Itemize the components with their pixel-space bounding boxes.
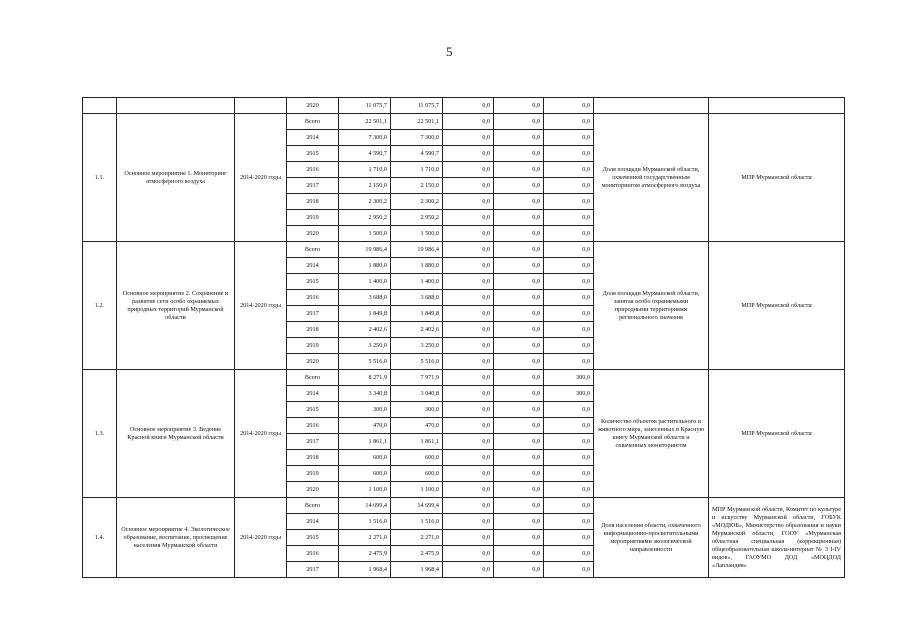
value-cell: 300,0 xyxy=(544,386,594,402)
value-cell: 1 861,1 xyxy=(391,434,443,450)
value-cell: 2 402,6 xyxy=(339,322,391,338)
value-cell: 0,0 xyxy=(544,402,594,418)
value-cell: 0,0 xyxy=(494,546,544,562)
value-cell: 0,0 xyxy=(544,162,594,178)
value-cell: 1 849,8 xyxy=(339,306,391,322)
year-cell: 2019 xyxy=(287,338,339,354)
year-cell: 2015 xyxy=(287,530,339,546)
value-cell: 0,0 xyxy=(443,530,494,546)
section-period: 2014-2020 годы xyxy=(235,242,287,370)
value-cell: 5 516,0 xyxy=(391,354,443,370)
value-cell: 0,0 xyxy=(544,98,594,114)
value-cell: 0,0 xyxy=(544,418,594,434)
value-cell: 0,0 xyxy=(443,130,494,146)
value-cell: 0,0 xyxy=(494,338,544,354)
value-cell: 0,0 xyxy=(494,322,544,338)
value-cell: 470,0 xyxy=(391,418,443,434)
year-cell: 2019 xyxy=(287,466,339,482)
year-cell: 2018 xyxy=(287,322,339,338)
value-cell: 600,0 xyxy=(339,450,391,466)
value-cell: 0,0 xyxy=(443,498,494,514)
section-executor: МПР Мурманской области xyxy=(709,370,845,498)
value-cell: 0,0 xyxy=(443,306,494,322)
value-cell: 0,0 xyxy=(494,466,544,482)
value-cell: 0,0 xyxy=(494,482,544,498)
value-cell: 1 880,0 xyxy=(339,258,391,274)
value-cell: 0,0 xyxy=(544,194,594,210)
value-cell: 0,0 xyxy=(443,258,494,274)
table-row xyxy=(83,498,845,514)
value-cell: 0,0 xyxy=(443,274,494,290)
section-number: 1.3. xyxy=(83,370,117,498)
value-cell: 1 710,0 xyxy=(339,162,391,178)
value-cell: 0,0 xyxy=(544,546,594,562)
year-cell: Всего xyxy=(287,370,339,386)
num-cell xyxy=(83,98,117,114)
value-cell: 1 400,0 xyxy=(339,274,391,290)
value-cell: 0,0 xyxy=(443,562,494,578)
year-cell: 2017 xyxy=(287,306,339,322)
value-cell: 1 849,8 xyxy=(391,306,443,322)
year-cell: 2020 xyxy=(287,482,339,498)
value-cell: 2 271,0 xyxy=(339,530,391,546)
value-cell: 0,0 xyxy=(494,178,544,194)
value-cell: 1 880,0 xyxy=(391,258,443,274)
value-cell: 0,0 xyxy=(544,210,594,226)
value-cell: 600,0 xyxy=(339,466,391,482)
value-cell: 0,0 xyxy=(544,290,594,306)
value-cell: 0,0 xyxy=(494,498,544,514)
value-cell: 0,0 xyxy=(544,306,594,322)
section-period: 2014-2020 годы xyxy=(235,370,287,498)
value-cell: 2 402,6 xyxy=(391,322,443,338)
year-cell: 2020 xyxy=(287,354,339,370)
value-cell: 0,0 xyxy=(443,242,494,258)
section-indicator: Доля населения области, охваченного информационно-просветительными мероприятиями экологической направленности xyxy=(594,498,709,578)
value-cell: 0,0 xyxy=(494,562,544,578)
year-cell: 2018 xyxy=(287,194,339,210)
value-cell: 0,0 xyxy=(443,146,494,162)
value-cell: 0,0 xyxy=(494,370,544,386)
value-cell: 3 250,0 xyxy=(339,338,391,354)
value-cell: 3 340,8 xyxy=(339,386,391,402)
value-cell: 0,0 xyxy=(494,146,544,162)
value-cell: 1 500,0 xyxy=(391,226,443,242)
value-cell: 300,0 xyxy=(391,402,443,418)
value-cell: 19 986,4 xyxy=(391,242,443,258)
table-row xyxy=(83,370,845,386)
value-cell: 0,0 xyxy=(443,322,494,338)
section-number: 1.4. xyxy=(83,498,117,578)
section-title: Основное мероприятие 3. Ведение Красной книги Мурманской области xyxy=(117,370,235,498)
value-cell: 470,0 xyxy=(339,418,391,434)
value-cell: 1 516,0 xyxy=(339,514,391,530)
value-cell: 0,0 xyxy=(443,354,494,370)
value-cell: 5 516,0 xyxy=(339,354,391,370)
value-cell: 7 300,0 xyxy=(391,130,443,146)
value-cell: 1 968,4 xyxy=(391,562,443,578)
value-cell: 0,0 xyxy=(494,210,544,226)
value-cell: 0,0 xyxy=(443,370,494,386)
value-cell: 22 501,1 xyxy=(339,114,391,130)
value-cell: 1 516,0 xyxy=(391,514,443,530)
year-cell: 2016 xyxy=(287,546,339,562)
value-cell: 0,0 xyxy=(544,274,594,290)
year-cell: 2016 xyxy=(287,290,339,306)
value-cell: 0,0 xyxy=(443,194,494,210)
year-cell: 2017 xyxy=(287,562,339,578)
value-cell: 0,0 xyxy=(494,514,544,530)
section-title: Основное мероприятие 1. Мониторинг атмосферного воздуха xyxy=(117,114,235,242)
value-cell: 2 950,2 xyxy=(339,210,391,226)
value-cell: 0,0 xyxy=(443,290,494,306)
value-cell: 600,0 xyxy=(391,466,443,482)
value-cell: 0,0 xyxy=(443,114,494,130)
value-cell: 1 400,0 xyxy=(391,274,443,290)
value-cell: 0,0 xyxy=(544,178,594,194)
value-cell: 0,0 xyxy=(544,146,594,162)
value-cell: 300,0 xyxy=(339,402,391,418)
value-cell: 14 699,4 xyxy=(339,498,391,514)
section-period: 2014-2020 годы xyxy=(235,114,287,242)
value-cell: 0,0 xyxy=(494,98,544,114)
value-cell: 0,0 xyxy=(443,450,494,466)
section-indicator: Доля площади Мурманской области, занятая особо охраняемыми природными территориями регионального значения xyxy=(594,242,709,370)
value-cell: 1 861,1 xyxy=(339,434,391,450)
value-cell: 0,0 xyxy=(494,130,544,146)
value-cell: 0,0 xyxy=(443,178,494,194)
value-cell: 3 688,0 xyxy=(391,290,443,306)
value-cell: 0,0 xyxy=(494,258,544,274)
value-cell: 0,0 xyxy=(544,530,594,546)
period-cell xyxy=(235,98,287,114)
value-cell: 2 150,0 xyxy=(339,178,391,194)
value-cell: 2 475,9 xyxy=(339,546,391,562)
year-cell: 2020 xyxy=(287,98,339,114)
value-cell: 0,0 xyxy=(443,466,494,482)
section-number: 1.2. xyxy=(83,242,117,370)
value-cell: 3 688,0 xyxy=(339,290,391,306)
year-cell: 2018 xyxy=(287,450,339,466)
section-title: Основное мероприятие 2. Сохранение и развитие сети особо охраняемых природных территорий Мурманской области xyxy=(117,242,235,370)
value-cell: 19 986,4 xyxy=(339,242,391,258)
value-cell: 0,0 xyxy=(544,226,594,242)
section-indicator: Количество объектов растительного и животного мира, занесенных в Красную книгу Мурманской области и охваченных мониторингом xyxy=(594,370,709,498)
value-cell: 0,0 xyxy=(494,530,544,546)
value-cell: 0,0 xyxy=(544,434,594,450)
year-cell: 2020 xyxy=(287,226,339,242)
value-cell: 11 075,7 xyxy=(339,98,391,114)
value-cell: 0,0 xyxy=(443,546,494,562)
year-cell: 2019 xyxy=(287,210,339,226)
value-cell: 4 590,7 xyxy=(339,146,391,162)
value-cell: 0,0 xyxy=(544,498,594,514)
section-executor: МПР Мурманской области, Комитет по культуре и искусству Мурманской области, ГОБУК «МОДЮБ», Министерство образования и науки Мурманской области, ГООУ «Мурманская областная специальная (коррекционная) общеобразовательная школа-интернат № 3 I-IV видов», ГАОУМО ДОД «МОЦДОД «Лапландия» xyxy=(709,498,845,578)
value-cell: 0,0 xyxy=(443,226,494,242)
year-cell: 2014 xyxy=(287,514,339,530)
year-cell: 2017 xyxy=(287,434,339,450)
value-cell: 0,0 xyxy=(494,450,544,466)
value-cell: 0,0 xyxy=(494,290,544,306)
value-cell: 14 699,4 xyxy=(391,498,443,514)
value-cell: 2 150,0 xyxy=(391,178,443,194)
table-row xyxy=(83,98,845,114)
value-cell: 11 075,7 xyxy=(391,98,443,114)
year-cell: 2014 xyxy=(287,130,339,146)
value-cell: 300,0 xyxy=(544,370,594,386)
value-cell: 7 300,0 xyxy=(339,130,391,146)
year-cell: 2014 xyxy=(287,386,339,402)
value-cell: 0,0 xyxy=(494,434,544,450)
value-cell: 7 971,9 xyxy=(391,370,443,386)
year-cell: 2016 xyxy=(287,162,339,178)
value-cell: 2 300,2 xyxy=(391,194,443,210)
section-executor: МПР Мурманской области xyxy=(709,242,845,370)
section-title: Основное мероприятие 4. Экологическое образование, воспитание, просвещение населения Мурманской области xyxy=(117,498,235,578)
value-cell: 0,0 xyxy=(443,162,494,178)
value-cell: 0,0 xyxy=(443,210,494,226)
value-cell: 0,0 xyxy=(494,226,544,242)
value-cell: 3 250,0 xyxy=(391,338,443,354)
value-cell: 1 500,0 xyxy=(339,226,391,242)
value-cell: 0,0 xyxy=(494,418,544,434)
value-cell: 8 271,9 xyxy=(339,370,391,386)
year-cell: 2015 xyxy=(287,402,339,418)
title-cell xyxy=(117,98,235,114)
year-cell: 2015 xyxy=(287,274,339,290)
value-cell: 0,0 xyxy=(494,162,544,178)
value-cell: 0,0 xyxy=(544,466,594,482)
section-period: 2014-2020 годы xyxy=(235,498,287,578)
value-cell: 22 501,1 xyxy=(391,114,443,130)
value-cell: 2 300,2 xyxy=(339,194,391,210)
value-cell: 0,0 xyxy=(443,482,494,498)
year-cell: Всего xyxy=(287,242,339,258)
value-cell: 0,0 xyxy=(494,194,544,210)
program-table xyxy=(82,97,845,578)
value-cell: 0,0 xyxy=(443,386,494,402)
value-cell: 0,0 xyxy=(544,114,594,130)
value-cell: 0,0 xyxy=(544,482,594,498)
year-cell: 2016 xyxy=(287,418,339,434)
value-cell: 0,0 xyxy=(494,114,544,130)
value-cell: 0,0 xyxy=(544,338,594,354)
value-cell: 0,0 xyxy=(544,242,594,258)
value-cell: 2 950,2 xyxy=(391,210,443,226)
value-cell: 0,0 xyxy=(443,402,494,418)
section-executor: МПР Мурманской области xyxy=(709,114,845,242)
table-row xyxy=(83,114,845,130)
value-cell: 2 475,9 xyxy=(391,546,443,562)
value-cell: 600,0 xyxy=(391,450,443,466)
value-cell: 0,0 xyxy=(544,258,594,274)
value-cell: 1 100,0 xyxy=(391,482,443,498)
executor-cell xyxy=(709,98,845,114)
year-cell: 2014 xyxy=(287,258,339,274)
value-cell: 0,0 xyxy=(544,562,594,578)
value-cell: 1 710,0 xyxy=(391,162,443,178)
value-cell: 0,0 xyxy=(544,130,594,146)
section-indicator: Доля площади Мурманской области, охваченной государственным мониторингом атмосферного воздуха xyxy=(594,114,709,242)
value-cell: 0,0 xyxy=(443,338,494,354)
value-cell: 0,0 xyxy=(443,434,494,450)
value-cell: 0,0 xyxy=(443,418,494,434)
table-row xyxy=(83,242,845,258)
value-cell: 0,0 xyxy=(494,386,544,402)
value-cell: 0,0 xyxy=(494,274,544,290)
value-cell: 1 100,0 xyxy=(339,482,391,498)
value-cell: 0,0 xyxy=(443,98,494,114)
value-cell: 0,0 xyxy=(494,402,544,418)
value-cell: 0,0 xyxy=(544,322,594,338)
year-cell: Всего xyxy=(287,114,339,130)
page-number: 5 xyxy=(446,44,453,59)
indicator-cell xyxy=(594,98,709,114)
value-cell: 0,0 xyxy=(494,306,544,322)
value-cell: 0,0 xyxy=(544,450,594,466)
section-number: 1.1. xyxy=(83,114,117,242)
value-cell: 0,0 xyxy=(443,514,494,530)
value-cell: 1 968,4 xyxy=(339,562,391,578)
value-cell: 0,0 xyxy=(544,354,594,370)
year-cell: 2017 xyxy=(287,178,339,194)
value-cell: 0,0 xyxy=(544,514,594,530)
value-cell: 0,0 xyxy=(494,354,544,370)
value-cell: 4 590,7 xyxy=(391,146,443,162)
value-cell: 2 271,0 xyxy=(391,530,443,546)
year-cell: Всего xyxy=(287,498,339,514)
year-cell: 2015 xyxy=(287,146,339,162)
table-body xyxy=(83,98,845,578)
value-cell: 0,0 xyxy=(494,242,544,258)
value-cell: 3 040,8 xyxy=(391,386,443,402)
